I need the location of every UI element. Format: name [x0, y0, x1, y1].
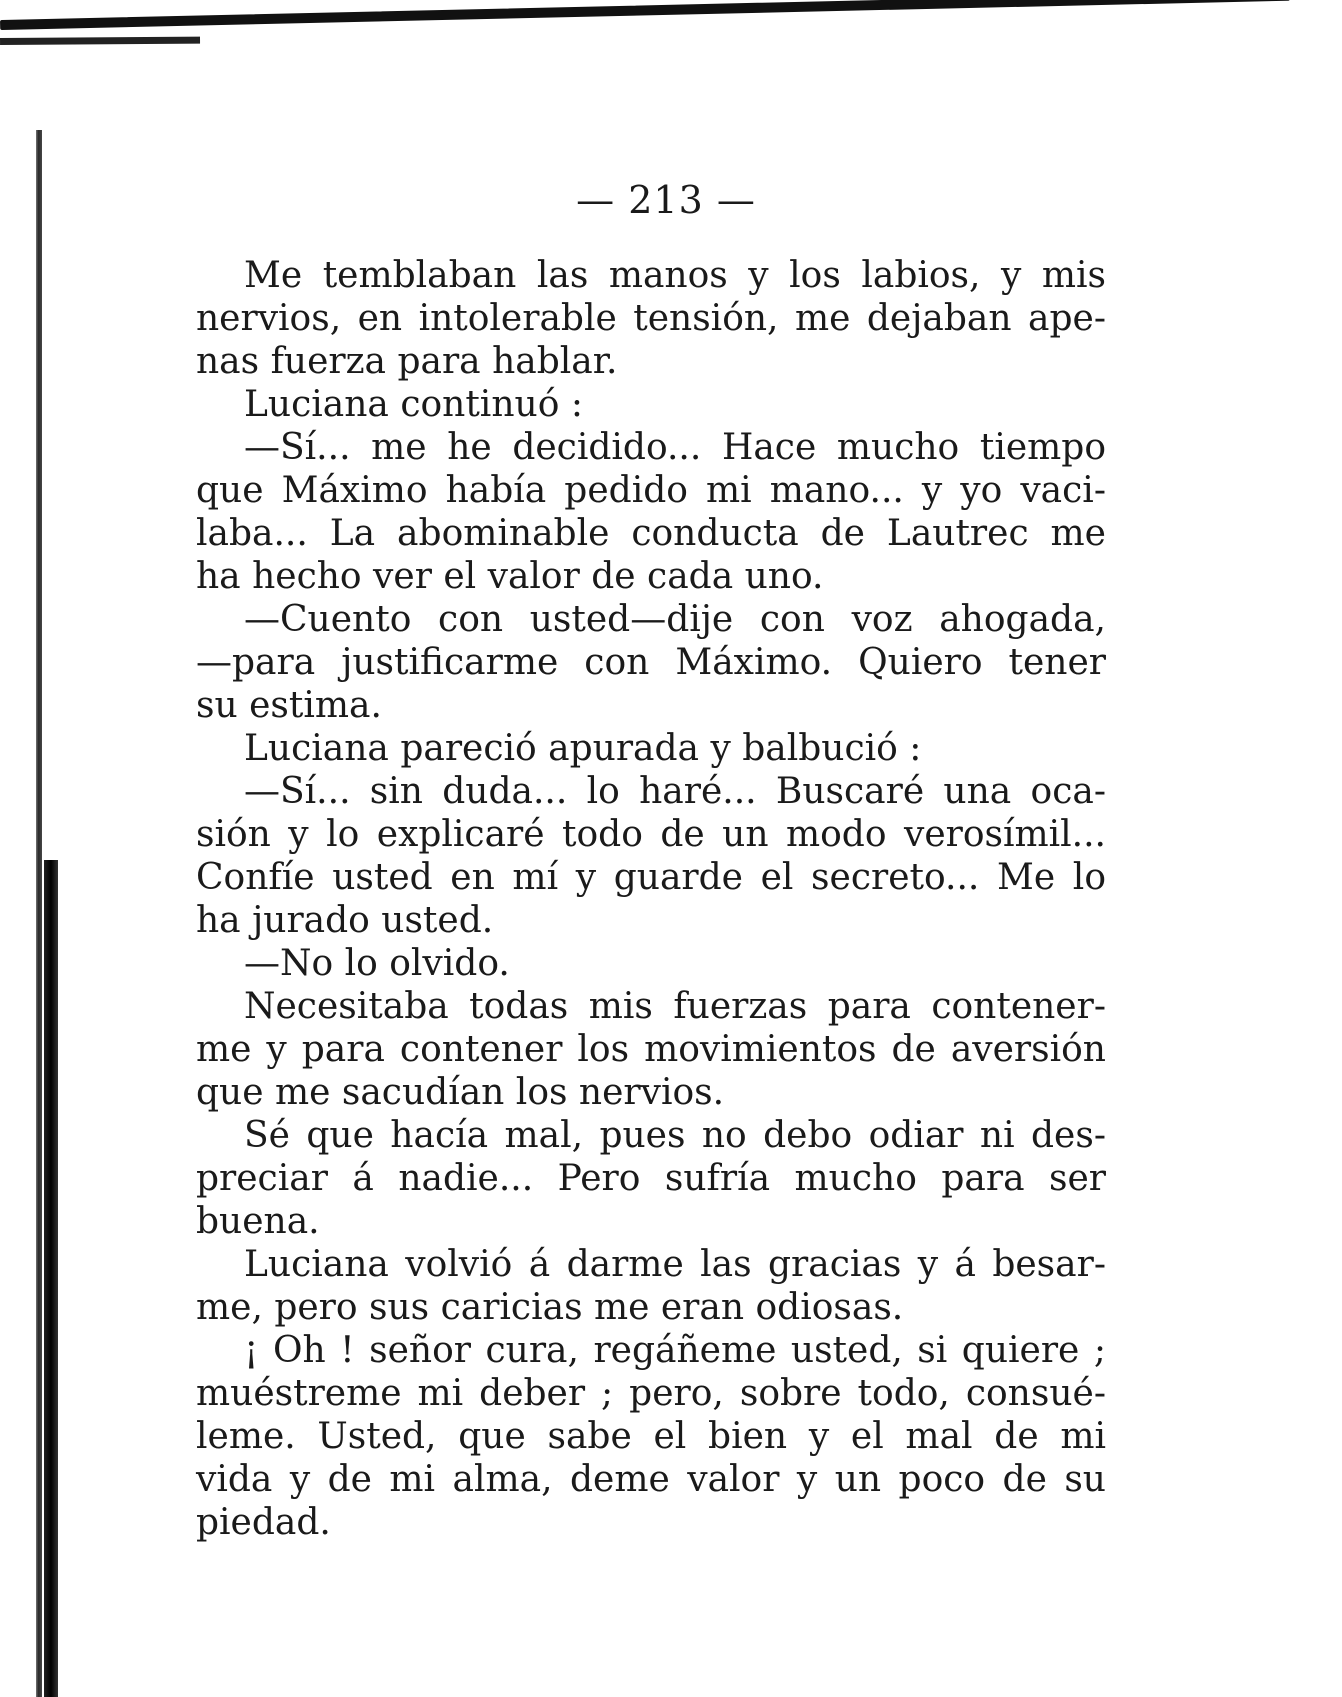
scan-top-border — [0, 0, 1290, 30]
scan-top-border-shadow — [0, 37, 200, 45]
text-line: me y para contener los movimientos de aversión — [196, 1029, 1106, 1070]
text-line: Luciana continuó : — [244, 384, 583, 425]
text-line: nervios, en intolerable tensión, me dejaban ape- — [196, 298, 1106, 339]
body-text — [196, 254, 1106, 1544]
text-line: ha hecho ver el valor de cada uno. — [196, 556, 824, 597]
text-line: leme. Usted, que sabe el bien y el mal de mi — [196, 1416, 1106, 1457]
text-line: ¡ Oh ! señor cura, regáñeme usted, si quiere ; — [244, 1330, 1106, 1371]
text-line: preciar á nadie... Pero sufría mucho para ser — [196, 1158, 1106, 1199]
text-line: laba... La abominable conducta de Lautrec me — [196, 513, 1106, 554]
text-line: ha jurado usted. — [196, 900, 494, 941]
text-line: —No lo olvido. — [244, 943, 510, 984]
text-line: piedad. — [196, 1502, 331, 1543]
text-line: Sé que hacía mal, pues no debo odiar ni des- — [244, 1115, 1106, 1156]
text-line: buena. — [196, 1201, 320, 1242]
text-line: Luciana pareció apurada y balbució : — [244, 728, 922, 769]
scan-binding-shadow — [44, 860, 58, 1697]
text-line: nas fuerza para hablar. — [196, 341, 618, 382]
text-line: me, pero sus caricias me eran odiosas. — [196, 1287, 904, 1328]
page-number: — 213 — — [576, 178, 756, 222]
text-line: Necesitaba todas mis fuerzas para contener- — [244, 986, 1106, 1027]
text-line: Me temblaban las manos y los labios, y mis — [244, 255, 1106, 296]
text-line: —para justificarme con Máximo. Quiero tener — [196, 642, 1106, 683]
text-line: su estima. — [196, 685, 382, 726]
text-line: sión y lo explicaré todo de un modo verosímil... — [196, 814, 1106, 855]
text-line: Confíe usted en mí y guarde el secreto... Me lo — [196, 857, 1106, 898]
text-line: muéstreme mi deber ; pero, sobre todo, consué- — [196, 1373, 1106, 1414]
text-line: —Cuento con usted—dije con voz ahogada, — [244, 599, 1106, 640]
text-line: vida y de mi alma, deme valor y un poco de su — [196, 1459, 1106, 1500]
text-line: que me sacudían los nervios. — [196, 1072, 725, 1113]
text-line: —Sí... me he decidido... Hace mucho tiempo — [244, 427, 1106, 468]
text-line: Luciana volvió á darme las gracias y á besar- — [244, 1244, 1106, 1285]
text-line: —Sí... sin duda... lo haré... Buscaré una oca- — [244, 771, 1106, 812]
scan-left-edge — [36, 130, 42, 1697]
text-line: que Máximo había pedido mi mano... y yo vaci- — [196, 470, 1106, 511]
